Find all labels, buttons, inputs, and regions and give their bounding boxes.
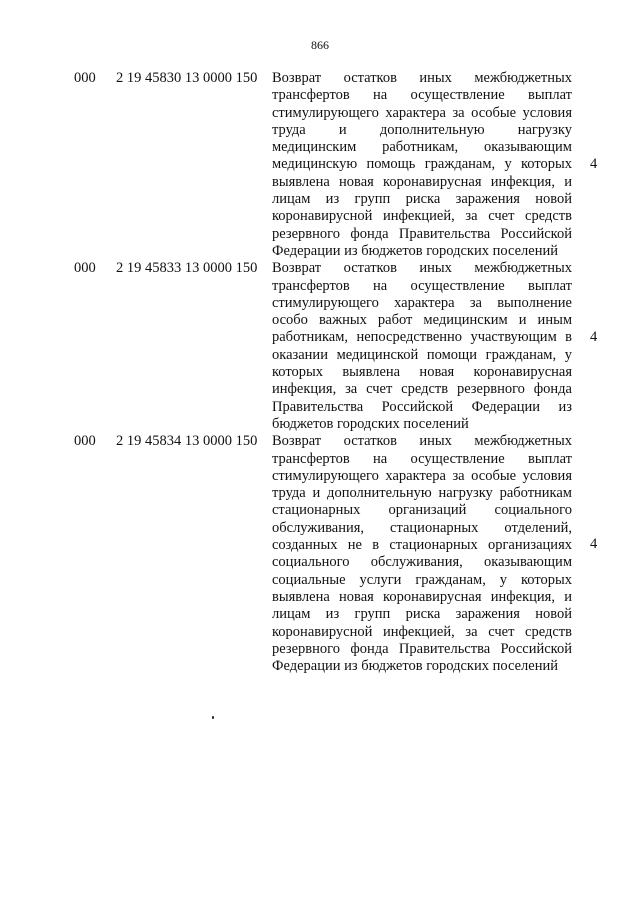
table-row [0,70,640,260]
description-line: медицинским работникам, оказывающим [272,139,572,156]
admin-code: 000 [74,260,96,277]
description-line: которых выявлена новая коронавирусная [272,364,572,381]
budget-classification-code: 2 19 45830 13 0000 150 [116,70,258,86]
description-line: труда и дополнительную нагрузку работникам [272,485,572,502]
admin-code: 000 [74,433,96,450]
description-line: работникам, непосредственно участвующим в [272,329,572,346]
code-description [272,433,572,675]
table-row [0,260,640,433]
description-line: Федерации из бюджетов городских поселений [272,658,558,675]
description-line: медицинскую помощь гражданам, у которых [272,156,572,173]
amount-value: 4 [590,329,598,346]
description-line: инфекция, за счет средств резервного фонда [272,381,572,398]
description-line: стимулирующего характера за особые условия [272,104,572,121]
description-line: особо важных работ медицинским и иным [272,312,572,329]
description-line: коронавирусной инфекцией, за счет средств [272,623,572,640]
description-line: Возврат остатков иных межбюджетных [272,260,572,277]
description-line: обслуживания, стационарных отделений, [272,519,572,536]
description-line: лицам из групп риска заражения новой [272,606,572,623]
amount-value: 4 [590,156,598,172]
amount-value: 4 [590,536,598,553]
description-line: стимулирующего характера за выполнение [272,294,572,311]
description-line: оказании медицинской помощи гражданам, у [272,346,572,363]
description-line: стационарных организаций социального [272,502,572,519]
budget-classification-code: 2 19 45834 13 0000 150 [116,433,258,450]
description-line: трансфертов на осуществление выплат [272,87,572,104]
code-description [272,70,572,260]
scan-speck [212,716,214,719]
description-line: Федерации из бюджетов городских поселений [272,242,558,259]
description-line: выявлена новая коронавирусная инфекция, и [272,588,572,605]
description-line: труда и дополнительную нагрузку [272,121,572,138]
code-description [272,260,572,433]
description-line: социальные услуги гражданам, у которых [272,571,572,588]
description-line: Возврат остатков иных межбюджетных [272,433,572,450]
table-row [0,433,640,675]
description-line: трансфертов на осуществление выплат [272,450,572,467]
budget-code-table [0,70,640,675]
admin-code: 000 [74,70,96,86]
description-line: резервного фонда Правительства Российской [272,640,572,657]
description-line: бюджетов городских поселений [272,415,469,432]
budget-classification-code: 2 19 45833 13 0000 150 [116,260,258,277]
page-number: 866 [311,38,329,52]
description-line: Правительства Российской Федерации из [272,398,572,415]
description-line: резервного фонда Правительства Российской [272,225,572,242]
description-line: выявлена новая коронавирусная инфекция, и [272,173,572,190]
description-line: социального обслуживания, оказывающим [272,554,572,571]
description-line: коронавирусной инфекцией, за счет средств [272,208,572,225]
description-line: лицам из групп риска заражения новой [272,191,572,208]
description-line: созданных не в стационарных организациях [272,537,572,554]
description-line: стимулирующего характера за особые условия [272,467,572,484]
description-line: трансфертов на осуществление выплат [272,277,572,294]
description-line: Возврат остатков иных межбюджетных [272,70,572,86]
